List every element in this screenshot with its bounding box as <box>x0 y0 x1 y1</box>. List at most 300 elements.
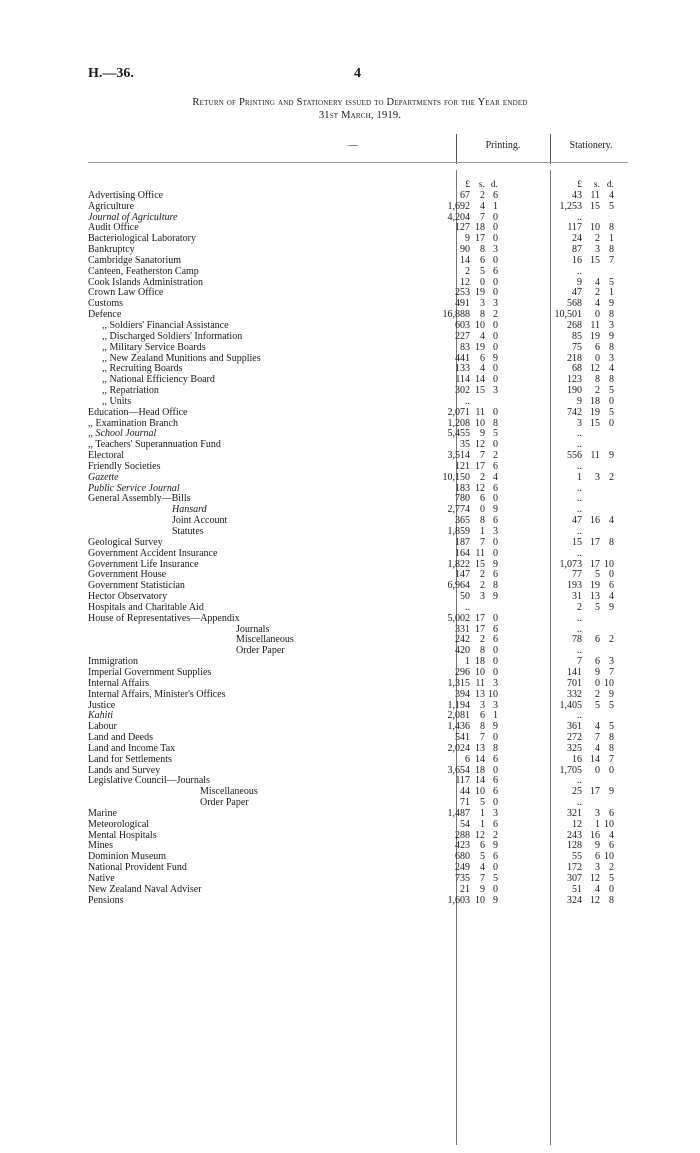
printing-shillings: 2 <box>480 580 485 592</box>
row-label: Cambridge Sanatorium <box>88 254 182 266</box>
table-row <box>88 581 628 592</box>
stationery-pence: 5 <box>609 276 614 288</box>
printing-shillings: 7 <box>480 450 485 462</box>
printing-pence: 6 <box>493 634 498 646</box>
printing-shillings: 19 <box>475 287 485 299</box>
stationery-pence: 6 <box>609 580 614 592</box>
printing-shillings: 10 <box>475 894 485 906</box>
printing-pounds: 603 <box>455 319 470 331</box>
stationery-pounds: 190 <box>567 385 582 397</box>
printing-pence: 4 <box>493 471 498 483</box>
printing-pounds: 50 <box>460 591 470 603</box>
table-row <box>88 440 628 451</box>
stationery-shillings: 0 <box>595 352 600 364</box>
stationery-pence: 4 <box>609 829 614 841</box>
stationery-shillings: 6 <box>595 341 600 353</box>
currency-printing-shillings: s. <box>478 180 485 190</box>
printing-pounds: .. <box>465 601 470 613</box>
printing-pence: 0 <box>493 222 498 234</box>
stationery-pence: 10 <box>604 677 614 689</box>
table-row <box>88 787 628 798</box>
row-label: Government Statistician <box>88 580 185 592</box>
stationery-pounds: .. <box>577 797 582 809</box>
stationery-pounds: 10,501 <box>554 309 582 321</box>
stationery-shillings: 2 <box>595 688 600 700</box>
printing-pence: 0 <box>493 764 498 776</box>
stationery-shillings: 4 <box>595 742 600 754</box>
stationery-pounds: 272 <box>567 732 582 744</box>
stationery-shillings: 12 <box>590 894 600 906</box>
printing-pence: 8 <box>493 580 498 592</box>
row-label: ,, Examination Branch <box>88 417 178 429</box>
stationery-shillings: 9 <box>595 840 600 852</box>
printing-shillings: 10 <box>475 666 485 678</box>
row-label: ,, Soldiers' Financial Assistance <box>102 319 229 331</box>
stationery-shillings: 17 <box>590 786 600 798</box>
row-label: Bacteriological Laboratory <box>88 233 197 245</box>
printing-pounds: 183 <box>455 482 470 494</box>
printing-pence: 9 <box>493 558 498 570</box>
printing-shillings: 15 <box>475 558 485 570</box>
table-row <box>88 288 628 299</box>
printing-shillings: 10 <box>475 786 485 798</box>
stationery-pounds: 68 <box>572 363 582 375</box>
printing-shillings: 18 <box>475 656 485 668</box>
printing-pence: 8 <box>493 417 498 429</box>
stationery-pounds: 307 <box>567 873 582 884</box>
printing-shillings: 7 <box>480 873 485 884</box>
stationery-pounds: .. <box>577 504 582 516</box>
table-row <box>88 202 628 213</box>
stationery-shillings: 7 <box>595 732 600 744</box>
row-label: Journal of Agriculture <box>88 211 178 223</box>
header-dash: — <box>348 140 358 151</box>
printing-pounds: 1,859 <box>447 526 470 537</box>
table-row <box>88 668 628 679</box>
printing-pounds: 302 <box>455 385 470 397</box>
table-row <box>88 213 628 224</box>
printing-shillings: 6 <box>480 254 485 266</box>
row-label: Government Accident Insurance <box>88 547 218 559</box>
stationery-pence: 9 <box>609 450 614 462</box>
stationery-pence: 9 <box>609 688 614 700</box>
printing-pence: 0 <box>493 363 498 375</box>
currency-stationery-shillings: s. <box>593 180 600 190</box>
stationery-pounds: 43 <box>572 189 582 201</box>
printing-pounds: 1,822 <box>447 558 470 570</box>
row-label: Kahiti <box>88 710 114 722</box>
stationery-shillings: 2 <box>595 287 600 299</box>
stationery-shillings: 19 <box>590 406 600 418</box>
printing-shillings: 10 <box>475 417 485 429</box>
stationery-shillings: 15 <box>590 417 600 429</box>
printing-pence: 6 <box>493 569 498 581</box>
stationery-pence: 5 <box>609 406 614 418</box>
printing-pence: 3 <box>493 526 498 537</box>
printing-pence: 0 <box>493 233 498 245</box>
stationery-pence: 5 <box>609 200 614 212</box>
stationery-pence: 1 <box>609 233 614 245</box>
printing-pence: 2 <box>493 829 498 841</box>
printing-pence: 6 <box>493 515 498 527</box>
printing-pounds: 54 <box>460 818 470 830</box>
stationery-pence: 4 <box>609 515 614 527</box>
row-label: Land and Income Tax <box>88 742 176 754</box>
stationery-pounds: 2 <box>577 601 582 613</box>
row-label: Defence <box>88 309 122 321</box>
printing-pounds: 2,081 <box>447 710 470 722</box>
currency-printing-pence: d. <box>490 180 498 190</box>
printing-shillings: 2 <box>480 189 485 201</box>
stationery-pounds: .. <box>577 439 582 451</box>
table-row <box>88 560 628 571</box>
printing-pence: 8 <box>493 742 498 754</box>
stationery-pence: 0 <box>609 417 614 429</box>
printing-shillings: 12 <box>475 482 485 494</box>
printing-pence: 0 <box>493 797 498 809</box>
printing-pence: 0 <box>493 374 498 386</box>
stationery-pounds: .. <box>577 775 582 787</box>
stationery-pounds: 568 <box>567 298 582 310</box>
printing-pounds: 44 <box>460 786 470 798</box>
row-label: Advertising Office <box>88 189 164 201</box>
printing-shillings: 6 <box>480 352 485 364</box>
row-label: Mental Hospitals <box>88 829 157 841</box>
table-header <box>88 134 628 164</box>
document-title <box>90 96 630 122</box>
row-label: Canteen, Featherston Camp <box>88 265 199 277</box>
printing-pounds: 4,204 <box>447 211 470 223</box>
row-label: Imperial Government Supplies <box>88 666 212 678</box>
printing-pence: 0 <box>493 319 498 331</box>
stationery-pence: 5 <box>609 699 614 711</box>
row-label: Pensions <box>88 894 124 906</box>
table-row <box>88 462 628 473</box>
printing-shillings: 14 <box>475 753 485 765</box>
stationery-pence: 4 <box>609 363 614 375</box>
row-label: Meteorological <box>88 818 150 830</box>
row-label: ,, Military Service Boards <box>102 341 206 353</box>
stationery-shillings: 17 <box>590 536 600 548</box>
stationery-pounds: 1,705 <box>559 764 582 776</box>
printing-pence: 2 <box>493 309 498 321</box>
printing-pence: 9 <box>493 840 498 852</box>
printing-pounds: 12 <box>460 276 470 288</box>
printing-pounds: 1,692 <box>447 200 470 212</box>
printing-pence: 6 <box>493 460 498 472</box>
printing-shillings: 4 <box>480 330 485 342</box>
printing-pence: 9 <box>493 894 498 906</box>
row-label: Miscellaneous <box>236 634 294 646</box>
printing-shillings: 11 <box>475 677 485 689</box>
printing-pence: 0 <box>493 254 498 266</box>
printing-pence: 0 <box>493 287 498 299</box>
stationery-shillings: 17 <box>590 558 600 570</box>
printing-pence: 0 <box>493 493 498 505</box>
printing-pounds: 90 <box>460 244 470 256</box>
table-row <box>88 419 628 430</box>
printing-pounds: 3,514 <box>447 450 470 462</box>
table-row <box>88 711 628 722</box>
stationery-shillings: 8 <box>595 374 600 386</box>
stationery-pounds: 193 <box>567 580 582 592</box>
stationery-shillings: 14 <box>590 753 600 765</box>
printing-pence: 5 <box>493 873 498 884</box>
stationery-pounds: .. <box>577 428 582 440</box>
stationery-pence: 4 <box>609 591 614 603</box>
stationery-pounds: 332 <box>567 688 582 700</box>
printing-pounds: 127 <box>455 222 470 234</box>
stationery-pence: 3 <box>609 352 614 364</box>
stationery-pence: 6 <box>609 807 614 819</box>
stationery-pounds: .. <box>577 211 582 223</box>
printing-shillings: 13 <box>475 688 485 700</box>
printing-shillings: 18 <box>475 222 485 234</box>
row-label: Journals <box>236 623 270 635</box>
row-label: Hector Observatory <box>88 591 168 603</box>
table-row <box>88 408 628 419</box>
printing-pence: 6 <box>493 623 498 635</box>
printing-shillings: 8 <box>480 721 485 733</box>
printing-pounds: 2,774 <box>447 504 470 516</box>
printing-shillings: 19 <box>475 341 485 353</box>
row-label: Mines <box>88 840 113 852</box>
stationery-shillings: 6 <box>595 851 600 863</box>
row-label: Legislative Council—Journals <box>88 775 210 787</box>
printing-pounds: 3,654 <box>447 764 470 776</box>
printing-pounds: 6,964 <box>447 580 470 592</box>
stationery-pence: 3 <box>609 319 614 331</box>
row-label: Native <box>88 873 115 884</box>
printing-shillings: 4 <box>480 200 485 212</box>
row-label: Education—Head Office <box>88 406 188 418</box>
printing-pence: 0 <box>493 406 498 418</box>
printing-shillings: 6 <box>480 493 485 505</box>
printing-pounds: 735 <box>455 873 470 884</box>
stationery-pence: 8 <box>609 536 614 548</box>
printing-shillings: 8 <box>480 645 485 657</box>
printing-pence: 9 <box>493 504 498 516</box>
printing-pence: 5 <box>493 428 498 440</box>
printing-shillings: 2 <box>480 471 485 483</box>
printing-shillings: 5 <box>480 797 485 809</box>
stationery-pence: 2 <box>609 634 614 646</box>
printing-pence: 0 <box>493 732 498 744</box>
stationery-shillings: 13 <box>590 591 600 603</box>
printing-pence: 9 <box>493 352 498 364</box>
header-printing: Printing. <box>485 140 521 151</box>
printing-pence: 2 <box>493 450 498 462</box>
page-number: 4 <box>354 66 361 81</box>
printing-shillings: 9 <box>480 883 485 895</box>
stationery-shillings: 11 <box>590 189 600 201</box>
table-row <box>88 635 628 646</box>
printing-pence: 3 <box>493 677 498 689</box>
table-row <box>88 614 628 625</box>
stationery-pounds: 243 <box>567 829 582 841</box>
printing-shillings: 13 <box>475 742 485 754</box>
stationery-shillings: 19 <box>590 580 600 592</box>
stationery-pounds: 24 <box>572 233 582 245</box>
stationery-shillings: 1 <box>595 818 600 830</box>
printing-pence: 0 <box>493 439 498 451</box>
printing-pounds: 1,208 <box>447 417 470 429</box>
stationery-pounds: 31 <box>572 591 582 603</box>
printing-shillings: 11 <box>475 406 485 418</box>
printing-shillings: 4 <box>480 862 485 874</box>
printing-pounds: 164 <box>455 547 470 559</box>
printing-shillings: 12 <box>475 829 485 841</box>
printing-pounds: 35 <box>460 439 470 451</box>
stationery-pence: 9 <box>609 298 614 310</box>
stationery-pence: 9 <box>609 601 614 613</box>
stationery-pence: 0 <box>609 883 614 895</box>
printing-pence: 0 <box>493 656 498 668</box>
stationery-pence: 2 <box>609 862 614 874</box>
printing-pence: 6 <box>493 818 498 830</box>
stationery-shillings: 2 <box>595 233 600 245</box>
printing-pounds: 1,315 <box>447 677 470 689</box>
stationery-pence: 9 <box>609 786 614 798</box>
table-row <box>88 549 628 560</box>
table-row <box>88 798 628 809</box>
header-rule <box>88 162 628 163</box>
stationery-pounds: 701 <box>567 677 582 689</box>
row-label: Statutes <box>172 526 204 537</box>
stationery-pounds: 47 <box>572 515 582 527</box>
table-row <box>88 375 628 386</box>
row-label: ,, Repatriation <box>102 385 159 397</box>
stationery-pounds: 25 <box>572 786 582 798</box>
printing-shillings: 5 <box>480 851 485 863</box>
row-label: ,, New Zealand Munitions and Supplies <box>102 352 261 364</box>
printing-shillings: 4 <box>480 363 485 375</box>
stationery-shillings: 5 <box>595 569 600 581</box>
table-row <box>88 776 628 787</box>
printing-pence: 3 <box>493 385 498 397</box>
printing-shillings: 17 <box>475 233 485 245</box>
currency-stationery-pence: d. <box>606 180 614 190</box>
row-label: Audit Office <box>88 222 139 234</box>
stationery-shillings: 2 <box>595 385 600 397</box>
printing-pence: 0 <box>493 612 498 624</box>
stationery-pounds: 12 <box>572 818 582 830</box>
printing-shillings: 11 <box>475 547 485 559</box>
stationery-shillings: 12 <box>590 363 600 375</box>
stationery-pounds: 172 <box>567 862 582 874</box>
printing-pounds: 10,150 <box>442 471 470 483</box>
stationery-shillings: 12 <box>590 873 600 884</box>
stationery-pounds: 1 <box>577 471 582 483</box>
return-table <box>88 180 628 907</box>
row-label: Labour <box>88 721 117 733</box>
printing-shillings: 7 <box>480 211 485 223</box>
stationery-pounds: .. <box>577 482 582 494</box>
printing-pence: 1 <box>493 200 498 212</box>
header-divider-left <box>456 134 457 164</box>
printing-pence: 0 <box>493 536 498 548</box>
stationery-pence: 8 <box>609 244 614 256</box>
table-row <box>88 820 628 831</box>
printing-shillings: 1 <box>480 818 485 830</box>
table-row <box>88 863 628 874</box>
printing-shillings: 1 <box>480 526 485 537</box>
stationery-pounds: 15 <box>572 536 582 548</box>
stationery-pence: 7 <box>609 753 614 765</box>
printing-pounds: 2,024 <box>447 742 470 754</box>
printing-pounds: .. <box>465 395 470 407</box>
row-label: Joint Account <box>172 515 228 527</box>
table-row <box>88 690 628 701</box>
table-row <box>88 625 628 636</box>
currency-stationery-pounds: £ <box>577 180 582 190</box>
printing-shillings: 2 <box>480 634 485 646</box>
stationery-shillings: 5 <box>595 699 600 711</box>
printing-pounds: 9 <box>465 233 470 245</box>
printing-pence: 10 <box>488 688 498 700</box>
stationery-pounds: 556 <box>567 450 582 462</box>
printing-pounds: 6 <box>465 753 470 765</box>
row-label: ,, Teachers' Superannuation Fund <box>88 439 221 451</box>
stationery-pounds: 78 <box>572 634 582 646</box>
row-label: Dominion Museum <box>88 851 167 863</box>
printing-pence: 0 <box>493 547 498 559</box>
stationery-pounds: 47 <box>572 287 582 299</box>
stationery-pounds: 1,073 <box>559 558 582 570</box>
printing-pounds: 242 <box>455 634 470 646</box>
printing-pounds: 83 <box>460 341 470 353</box>
printing-pence: 9 <box>493 721 498 733</box>
stationery-pounds: 9 <box>577 395 582 407</box>
stationery-pounds: 1,253 <box>559 200 582 212</box>
table-row <box>88 841 628 852</box>
stationery-pence: 3 <box>609 656 614 668</box>
printing-pounds: 1,603 <box>447 894 470 906</box>
printing-pence: 0 <box>493 341 498 353</box>
stationery-pounds: 268 <box>567 319 582 331</box>
printing-pence: 0 <box>493 666 498 678</box>
printing-pounds: 5,455 <box>447 428 470 440</box>
printing-shillings: 9 <box>480 428 485 440</box>
stationery-pence: 6 <box>609 840 614 852</box>
row-label: Miscellaneous <box>200 786 258 798</box>
row-label: General Assembly—Bills <box>88 493 191 505</box>
stationery-pence: 1 <box>609 287 614 299</box>
stationery-pounds: .. <box>577 460 582 472</box>
row-label: Government House <box>88 569 167 581</box>
stationery-pence: 8 <box>609 222 614 234</box>
stationery-pounds: 117 <box>567 222 582 234</box>
printing-shillings: 0 <box>480 276 485 288</box>
stationery-shillings: 3 <box>595 471 600 483</box>
stationery-pence: 8 <box>609 309 614 321</box>
printing-shillings: 17 <box>475 460 485 472</box>
printing-pounds: 253 <box>455 287 470 299</box>
table-row <box>88 755 628 766</box>
table-row <box>88 809 628 820</box>
printing-pounds: 71 <box>460 797 470 809</box>
printing-pounds: 420 <box>455 645 470 657</box>
printing-shillings: 8 <box>480 309 485 321</box>
stationery-pounds: 321 <box>567 807 582 819</box>
printing-shillings: 12 <box>475 439 485 451</box>
stationery-pounds: .. <box>577 547 582 559</box>
stationery-shillings: 4 <box>595 721 600 733</box>
table-row <box>88 701 628 712</box>
row-label: Hansard <box>172 504 207 516</box>
stationery-pounds: 141 <box>567 666 582 678</box>
printing-pounds: 541 <box>455 732 470 744</box>
